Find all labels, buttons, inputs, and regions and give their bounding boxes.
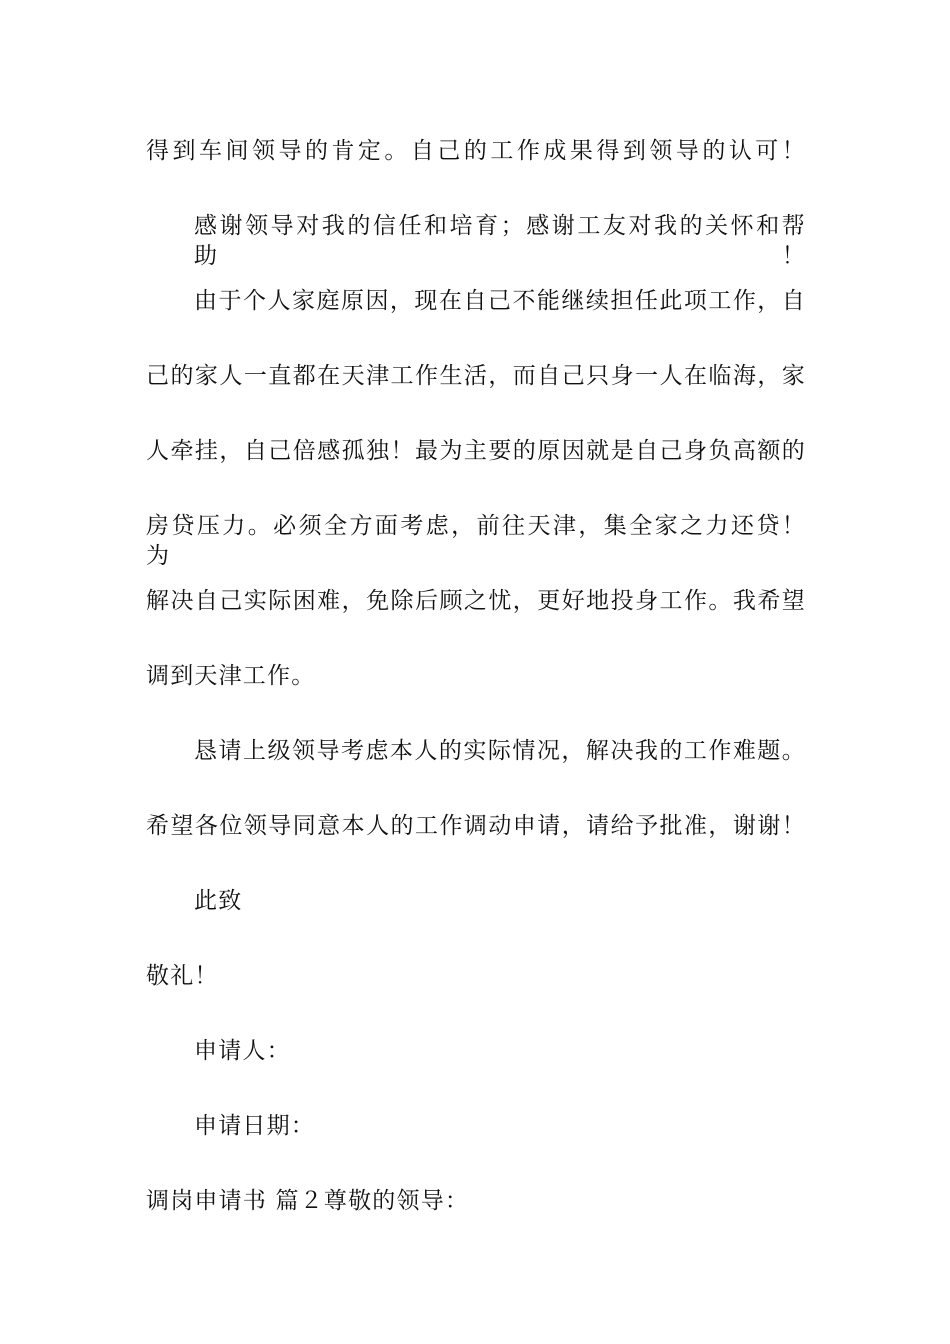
text-line-6: 房贷压力。必须全方面考虑，前往天津，集全家之力还贷！ 为 [146,513,806,569]
applicant-label: 申请人： [194,1038,291,1064]
text-line-4: 己的家人一直都在天津工作生活，而自己只身一人在临海，家 [146,363,806,389]
closing-salutation: 此致 [194,888,243,914]
text-line-10: 希望各位领导同意本人的工作调动申请，请给予批准，谢谢！ [146,813,806,839]
text-line-3: 由于个人家庭原因，现在自己不能继续担任此项工作，自 [194,288,806,314]
closing-respect: 敬礼！ [146,963,219,989]
text-line-9: 恳请上级领导考虑本人的实际情况，解决我的工作难题。 [194,738,806,764]
application-date-label: 申请日期： [194,1113,315,1139]
next-letter-heading: 调岗申请书 篇２尊敬的领导： [146,1188,470,1214]
text-line-8: 调到天津工作。 [146,663,316,689]
text-line-2: 感谢领导对我的信任和培育；感谢工友对我的关怀和帮助！ [194,213,806,269]
text-line-1: 得到车间领导的肯定。自己的工作成果得到领导的认可！ [146,138,806,164]
text-line-7: 解决自己实际困难，免除后顾之忧，更好地投身工作。我希望 [146,588,806,614]
text-line-5: 人牵挂，自己倍感孤独！最为主要的原因就是自己身负高额的 [146,438,806,464]
